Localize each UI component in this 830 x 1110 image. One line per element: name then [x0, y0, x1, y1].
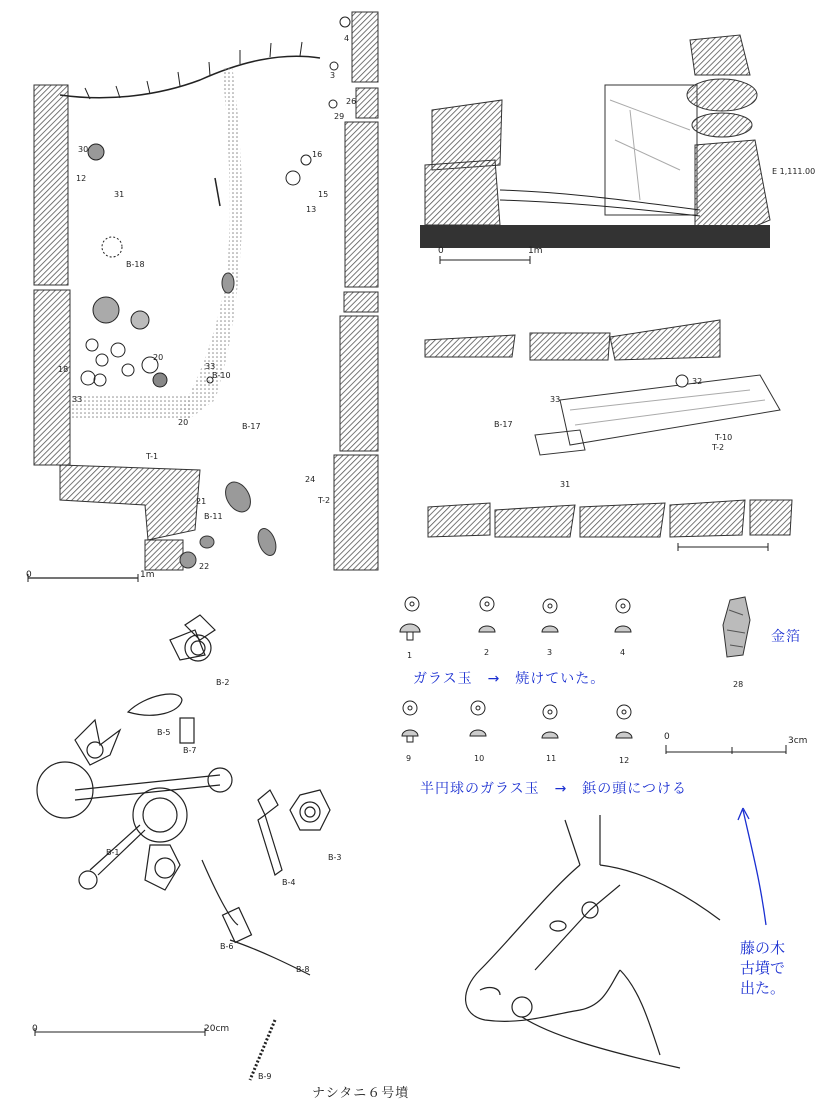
harness-scale-label: 20cm: [204, 1024, 230, 1034]
rubble-label: 33: [550, 395, 561, 404]
gold-leaf-figure: [715, 595, 765, 690]
gold-leaf-annotation: 金箔: [771, 629, 801, 645]
plan-label: 12: [76, 174, 87, 183]
plan-label: 21: [196, 497, 207, 506]
plan-label: 29: [334, 112, 345, 121]
plan-label: T-2: [318, 496, 331, 505]
bead-label: 2: [484, 648, 490, 657]
plan-label: B-17: [242, 422, 261, 431]
rubble-label: 32: [692, 377, 703, 386]
tomb-plan-drawing: [0, 0, 400, 590]
plan-label: B-11: [204, 512, 223, 521]
bead-label: 3: [547, 648, 553, 657]
rubble-label: 31: [560, 480, 571, 489]
plan-label: 31: [114, 190, 125, 199]
harness-label: B-8: [296, 965, 310, 974]
plan-label: 26: [346, 97, 357, 106]
harness-label: B-5: [157, 728, 171, 737]
plan-label: 22: [199, 562, 210, 571]
horse-harness-fittings: [20, 600, 390, 1090]
harness-label: B-6: [220, 942, 234, 951]
wood-remains-drawing: [420, 315, 820, 560]
hemisphere-beads-annotation: 半円球のガラス玉 → 鋲の頭につける: [420, 781, 688, 797]
harness-label: B-7: [183, 746, 197, 755]
fujinoki-annotation: [740, 938, 785, 998]
level-label: E 1,111.00: [772, 167, 816, 176]
harness-label: B-1: [106, 848, 120, 857]
bead-label: 12: [619, 756, 630, 765]
fujinoki-line: 古墳で: [740, 959, 786, 977]
plan-label: 33: [72, 395, 83, 404]
bead-scale-label: 3cm: [788, 736, 808, 746]
tomb-section-drawing: [410, 20, 820, 270]
rubble-label: B-17: [494, 420, 513, 429]
plan-label: 15: [318, 190, 329, 199]
plan-scale-label: 1m: [140, 570, 155, 580]
plan-label: 13: [306, 205, 317, 214]
bead-label: 4: [620, 648, 626, 657]
plan-label: 20: [178, 418, 189, 427]
section-scale-label: 1m: [528, 246, 543, 256]
gold-leaf-label: 28: [733, 680, 744, 689]
bead-scale-zero: 0: [664, 732, 670, 742]
plan-label: 33: [205, 362, 216, 371]
harness-label: B-9: [258, 1072, 272, 1081]
fujinoki-line: 出た。: [740, 979, 786, 997]
horse-head-illustration: [440, 810, 740, 1070]
plan-scale-zero: 0: [26, 570, 32, 580]
plan-label: B-10: [212, 371, 231, 380]
bead-label: 1: [407, 651, 413, 660]
harness-label: B-3: [328, 853, 342, 862]
rubble-label: T-10: [715, 433, 733, 442]
harness-scale-zero: 0: [32, 1024, 38, 1034]
rubble-label: T-2: [712, 443, 725, 452]
plan-label: 24: [305, 475, 316, 484]
plan-label: T-1: [146, 452, 159, 461]
plan-label: B-18: [126, 260, 145, 269]
plan-label: 30: [78, 145, 89, 154]
harness-label: B-4: [282, 878, 296, 887]
plan-label: 18: [58, 365, 69, 374]
fujinoki-line: 藤の木: [740, 939, 786, 957]
plan-label: 3: [330, 71, 336, 80]
bead-label: 11: [546, 754, 557, 763]
figure-caption: ナシタニ６号墳: [312, 1086, 410, 1101]
plan-label: 4: [344, 34, 350, 43]
harness-label: B-2: [216, 678, 230, 687]
plan-label: 16: [312, 150, 323, 159]
bead-label: 9: [406, 754, 412, 763]
section-scale-zero: 0: [438, 246, 444, 256]
glass-beads-annotation: ガラス玉 → 焼けていた。: [413, 671, 606, 687]
bead-scale-bar: [660, 732, 820, 756]
bead-label: 10: [474, 754, 485, 763]
plan-label: 20: [153, 353, 164, 362]
